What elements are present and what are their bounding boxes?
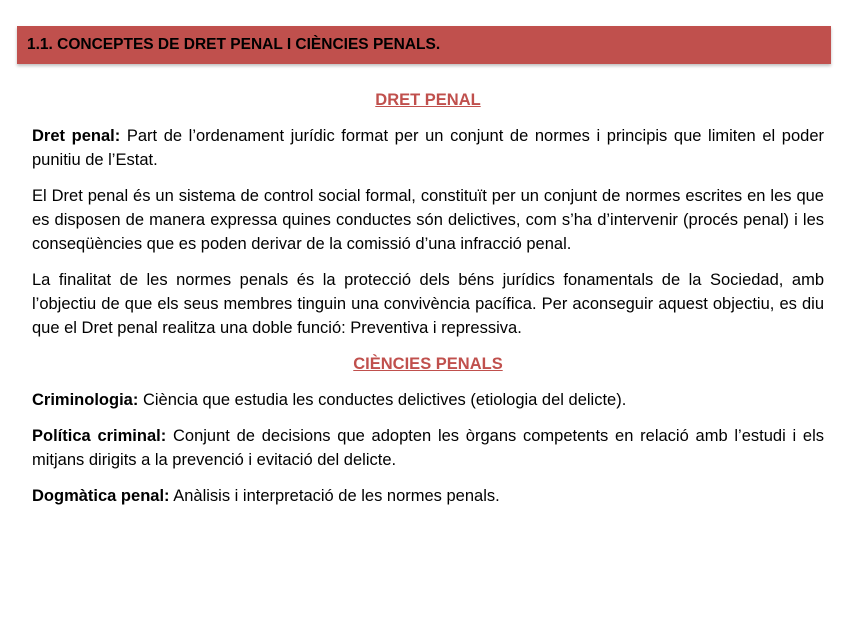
slide-content: [32, 88, 824, 520]
page-title: 1.1. CONCEPTES DE DRET PENAL I CIÈNCIES PENALS.: [27, 36, 441, 53]
definition-politica-criminal: [32, 424, 824, 472]
definition-text-dret-penal: Part de l’ordenament jurídic format per un conjunt de normes i principis que limiten el poder punitiu de l’Estat.: [32, 127, 825, 169]
paragraph-control-social: El Dret penal és un sistema de control social formal, constituït per un conjunt de normes escrites en les que es disposen de manera expressa quines conductes són delictives, com s’ha d’intervenir (procés penal) i les conseqüències que es poden derivar de la comissió d’una infracció penal.: [32, 187, 824, 253]
term-politica-criminal: Política criminal:: [32, 427, 167, 445]
section-heading-dret-penal: DRET PENAL: [375, 91, 481, 109]
definition-criminologia: [32, 388, 824, 412]
section-heading-ciencies-penals: CIÈNCIES PENALS: [353, 355, 503, 373]
title-bar: [17, 26, 831, 64]
term-dogmatica-penal: Dogmàtica penal:: [32, 487, 170, 505]
definition-text-politica-criminal: Conjunt de decisions que adopten les òrgans competents en relació amb l’estudi i els mitjans dirigits a la prevenció i evitació del delicte.: [32, 427, 824, 469]
term-criminologia: Criminologia:: [32, 391, 139, 409]
definition-dogmatica-penal: [32, 484, 824, 508]
definition-text-dogmatica-penal: Anàlisis i interpretació de les normes penals.: [173, 487, 500, 505]
definition-dret-penal: [32, 124, 824, 172]
paragraph-finalitat: La finalitat de les normes penals és la protecció dels béns jurídics fonamentals de la Sociedad, amb l’objectiu de que els seus membres tinguin una convivència pacífica. Per aconseguir aquest objectiu, es diu que el Dret penal realitza una doble funció: Preventiva i repressiva.: [32, 271, 824, 337]
definition-text-criminologia: Ciència que estudia les conductes delictives (etiologia del delicte).: [142, 391, 627, 409]
term-dret-penal: Dret penal:: [32, 127, 121, 145]
